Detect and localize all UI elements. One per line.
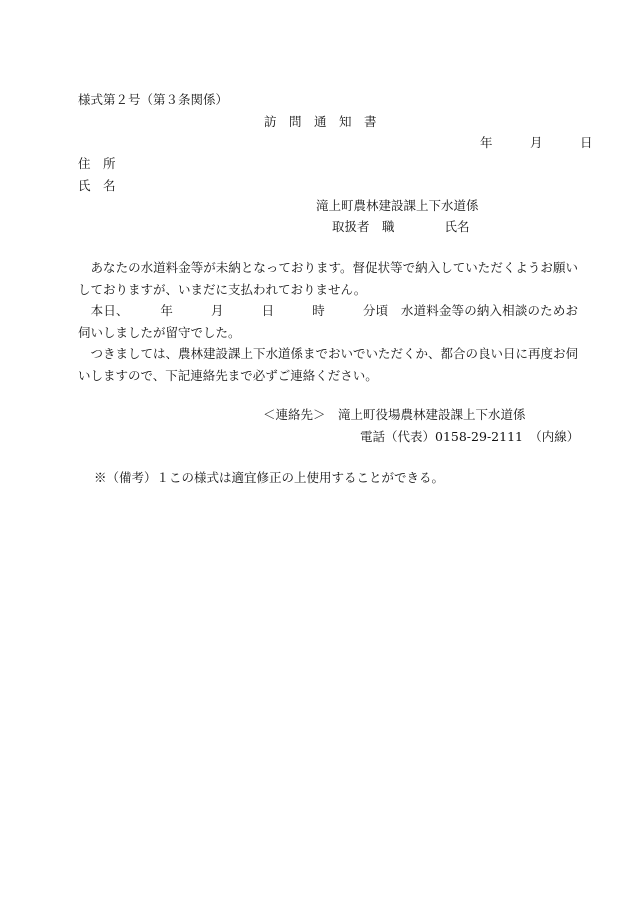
sender-department: 滝上町農林建設課上下水道係	[316, 198, 479, 213]
contact-label: ＜連絡先＞ 滝上町役場農林建設課上下水道係	[263, 407, 526, 422]
sender-handler: 取扱者 職 氏名	[332, 219, 470, 234]
contact-phone: 電話（代表）0158-29-2111 （内線）	[360, 429, 580, 444]
date-line: 年 月 日	[480, 135, 593, 150]
address-label: 住 所	[78, 156, 116, 171]
form-number: 様式第２号（第３条関係）	[78, 92, 229, 107]
body-paragraph-request: つきましては、農林建設課上下水道係までおいでいただくか、都合の良い日に再度お伺いしますので、下記連絡先まで必ずご連絡ください。	[78, 346, 579, 383]
body-paragraph-visit: 本日、 年 月 日 時 分頃 水道料金等の納入相談のためお伺いしましたが留守でした。	[78, 303, 578, 340]
remarks-note: ※（備考）１この様式は適宜修正の上使用することができる。	[94, 470, 445, 485]
body-paragraph-notice: あなたの水道料金等が未納となっております。督促状等で納入していただくようお願いしておりますが、いまだに支払われておりません。	[78, 260, 578, 297]
document-title: 訪 問 通 知 書	[264, 114, 377, 129]
name-label: 氏 名	[78, 178, 116, 193]
